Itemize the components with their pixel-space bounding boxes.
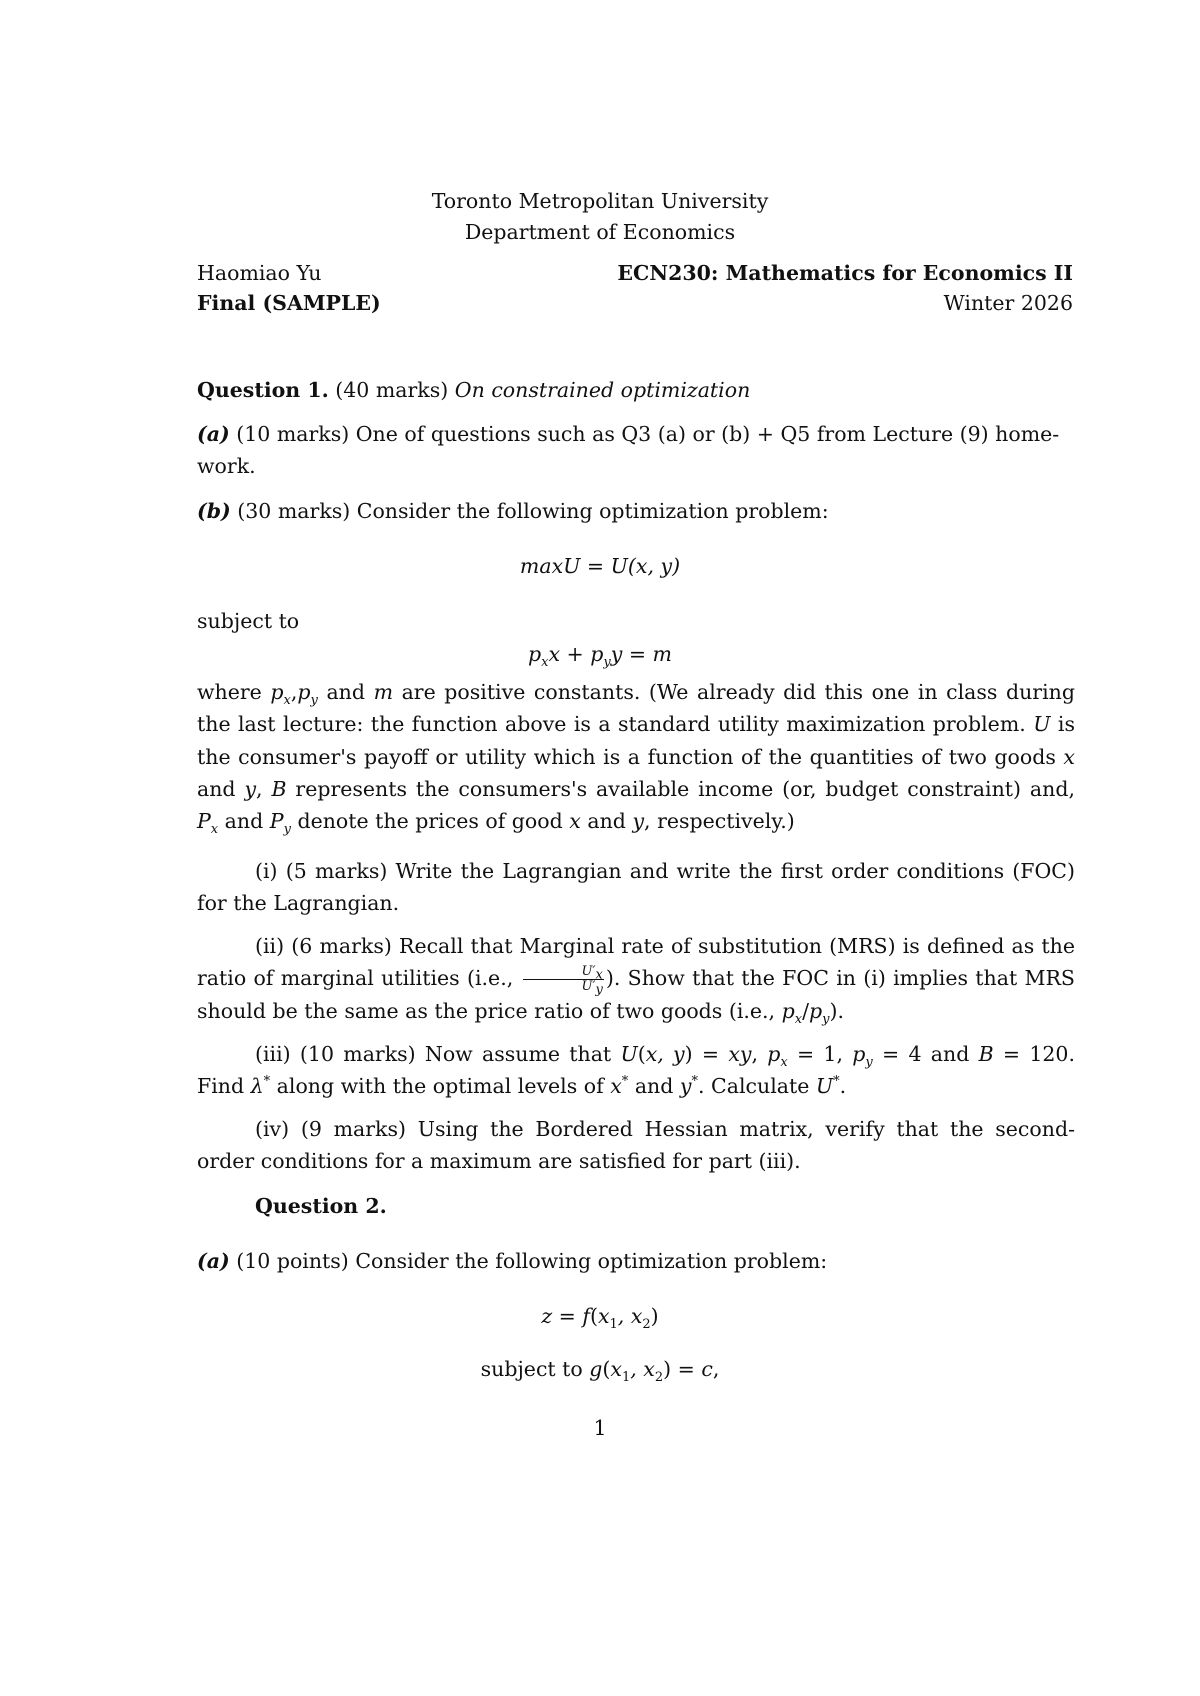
q2-part-a-text: (10 points) Consider the following optimization problem:	[236, 1249, 828, 1273]
part-i-text: (i) (5 marks) Write the Lagrangian and write the first order conditions (FOC)	[255, 859, 1075, 883]
budget-constraint-equation: $p_xx + p_yy = m$	[528, 642, 672, 671]
author-name: Haomiao Yu	[197, 261, 322, 285]
part-iv-text-cont: conditions for a maximum are satisfied for part (iii).	[260, 1149, 801, 1174]
part-iii-text-2d: . Calculate	[698, 1074, 810, 1099]
part-a-text-cont: work.	[197, 454, 256, 479]
question-1-topic: On constrained optimization	[454, 378, 751, 402]
context-line-3: the consumer's payoff or utility which is a function of the quantities of two goods	[197, 744, 1056, 769]
context-paragraph: where $p_x,p_y$ and m are positive constants. (We already did this one in class during the last lecture: the function above is a standard utility maximization problem. U is the consumer's payoff or utility which is a function of the quantities of two goods x and y, B represents the consumers's available income (or, budget constraint) and, $P_x$ and $P_y$ denote the prices of good x and y, respectively.)	[197, 680, 1075, 838]
part-b-text: (30 marks) Consider the following optimization problem:	[237, 499, 829, 523]
question-1-title: Question 1.	[197, 378, 329, 402]
context-line-5a: and	[224, 809, 264, 834]
part-iii-text-b: and	[930, 1042, 970, 1066]
question-1b-iii: (iii) (10 marks) Now assume that U(x, y) = xy, $p_x = 1$, $p_y = 4$ and B = 120. Find λ* along with the optimal levels of x* and y*. Calculate U*.	[197, 1042, 1075, 1099]
question-1b-iv	[197, 1113, 1075, 1178]
question-1-marks: (40 marks)	[335, 378, 449, 402]
course-title: ECN230: Mathematics for Economics II	[617, 261, 1073, 285]
context-line-5d: , respectively.)	[644, 809, 795, 834]
part-ii-text: (ii) (6 marks) Recall that Marginal rate of substitution (MRS) is defined as the	[255, 934, 1075, 958]
q2-constraint: subject to $g(x_1$, $x_2) = c$,	[480, 1357, 720, 1386]
part-a-label: (a)	[197, 422, 230, 446]
where-and: and	[326, 680, 365, 704]
question-1-heading	[197, 374, 750, 406]
part-ii-text-2b: ). Show that the FOC in (i) implies that MRS	[605, 966, 1075, 991]
question-1b-ii: (ii) (6 marks) Recall that Marginal rate of substitution (MRS) is defined as the ratio of marginal utilities (i.e., $\frac{U'_x}{U'_y}$ ). Show that the FOC in (i) implies that MRS should be the same as the price ratio of two goods (i.e., $p_x/p_y$).	[197, 934, 1075, 1027]
part-ii-text-3b: ).	[829, 998, 844, 1023]
page-number: 1	[593, 1416, 607, 1440]
q2-part-a-label: (a)	[197, 1249, 230, 1273]
q2-objective-equation: $z = f(x_1$, $x_2$)	[541, 1304, 659, 1333]
part-ii-text-2a: ratio of marginal utilities (i.e.,	[197, 966, 514, 991]
part-iv-text: (iv) (9 marks) Using the Bordered Hessian matrix, verify that the second-order	[197, 1117, 1075, 1174]
part-i-text-cont: for the Lagrangian.	[197, 891, 400, 916]
department-name: Department of Economics	[464, 220, 736, 244]
context-line-5c: and	[587, 809, 626, 834]
context-line-2: the last lecture: the function above is a standard utility maximization problem.	[197, 712, 1026, 737]
subject-to-label: subject to	[197, 609, 300, 633]
term: Winter 2026	[943, 291, 1073, 315]
q2-subject-to: subject to	[480, 1357, 583, 1381]
context-line-2b: is	[1057, 712, 1075, 737]
context-line-4a: and	[197, 776, 236, 801]
where-text-2: are positive constants. (We already did this one in class during	[401, 680, 1075, 704]
question-1b-i	[197, 855, 1075, 920]
context-line-4b: represents the consumers's available income (or, budget constraint) and,	[295, 776, 1075, 801]
question-1a	[197, 418, 1075, 483]
question-2a	[197, 1245, 1075, 1277]
part-iii-text-2a: Find	[197, 1074, 245, 1099]
part-iii-text-2b: along with the optimal levels of	[276, 1074, 604, 1099]
part-b-label: (b)	[197, 499, 231, 523]
question-1b	[197, 495, 1075, 527]
university-name: Toronto Metropolitan University	[431, 189, 769, 213]
part-iii-text-a: (iii) (10 marks) Now assume that	[255, 1042, 612, 1066]
part-a-text: (10 marks) One of questions such as Q3 (a) or (b) + Q5 from Lecture (9) home-	[236, 422, 1060, 446]
mrs-fraction: $\frac{U'_x}{U'_y}$	[523, 965, 604, 994]
context-line-5b: denote the prices of good	[297, 809, 563, 834]
exam-title: Final (SAMPLE)	[197, 291, 381, 315]
where-text: where	[197, 680, 262, 704]
question-2-title: Question 2.	[255, 1194, 387, 1218]
objective-equation: maxU = U(x, y)	[519, 554, 681, 578]
part-ii-text-3a: should be the same as the price ratio of two goods (i.e.,	[197, 998, 776, 1023]
part-iii-text-2c: and	[634, 1074, 674, 1099]
